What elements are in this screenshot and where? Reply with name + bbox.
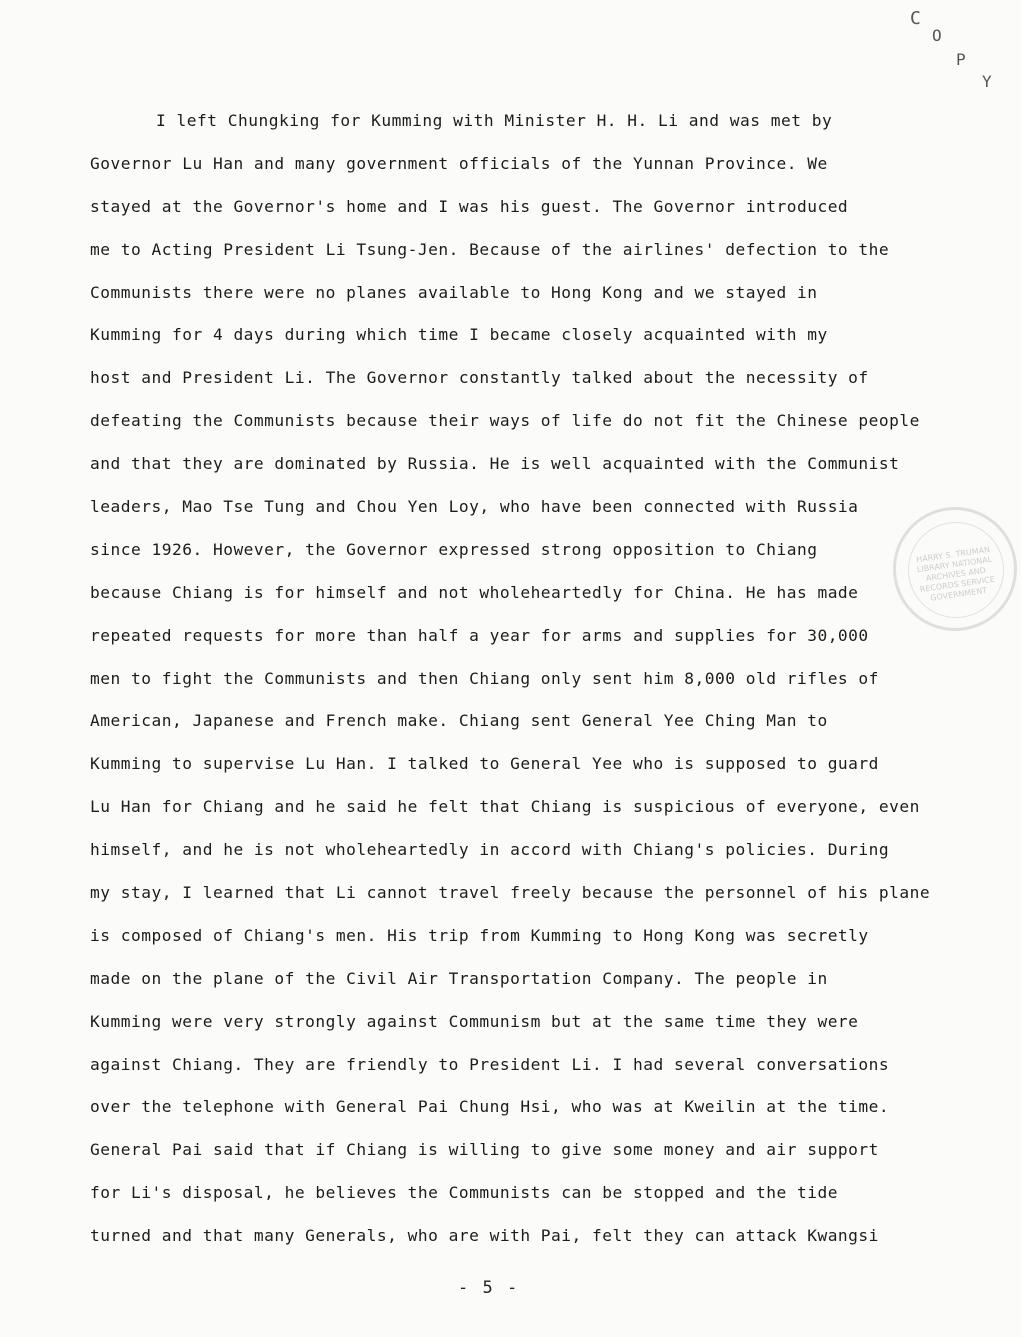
archive-stamp [893, 507, 1017, 631]
text-line: Kumming to supervise Lu Han. I talked to General Yee who is supposed to guard [90, 754, 879, 774]
text-line: I left Chungking for Kumming with Minister H. H. Li and was met by [156, 111, 833, 130]
text-line: leaders, Mao Tse Tung and Chou Yen Loy, who have been connected with Russia [90, 497, 859, 517]
text-line: against Chiang. They are friendly to President Li. I had several conversations [90, 1054, 890, 1074]
text-line: Communists there were no planes available to Hong Kong and we stayed in [90, 282, 818, 302]
copy-mark-y: Y [982, 72, 992, 91]
text-line: defeating the Communists because their ways of life do not fit the Chinese people [90, 411, 920, 431]
text-line: my stay, I learned that Li cannot travel freely because the personnel of his plane [90, 883, 931, 903]
text-line: host and President Li. The Governor constantly talked about the necessity of [90, 368, 869, 388]
text-line: since 1926. However, the Governor expressed strong opposition to Chiang [90, 539, 818, 559]
text-line: made on the plane of the Civil Air Transportation Company. The people in [90, 968, 828, 988]
text-line: Governor Lu Han and many government officials of the Yunnan Province. We [90, 153, 828, 173]
text-line: Lu Han for Chiang and he said he felt that Chiang is suspicious of everyone, even [90, 797, 920, 817]
text-line: repeated requests for more than half a year for arms and supplies for 30,000 [90, 625, 869, 645]
text-line: and that they are dominated by Russia. He is well acquainted with the Communist [90, 454, 900, 474]
copy-mark-o: O [932, 26, 942, 45]
archive-stamp-text: HARRY S. TRUMAN LIBRARY NATIONAL ARCHIVES AND RECORDS SERVICE GOVERNMENT [915, 545, 996, 603]
copy-mark-p: P [956, 50, 966, 69]
text-line: Kumming were very strongly against Communism but at the same time they were [90, 1011, 859, 1031]
text-line: General Pai said that if Chiang is willing to give some money and air support [90, 1140, 879, 1160]
text-line: men to fight the Communists and then Chiang only sent him 8,000 old rifles of [90, 668, 879, 688]
text-line: Kumming for 4 days during which time I became closely acquainted with my [90, 325, 828, 345]
text-line: stayed at the Governor's home and I was his guest. The Governor introduced [90, 196, 849, 216]
text-line: American, Japanese and French make. Chiang sent General Yee Ching Man to [90, 711, 828, 731]
copy-mark-c: C [910, 8, 921, 29]
text-line: turned and that many Generals, who are with Pai, felt they can attack Kwangsi [90, 1226, 879, 1246]
text-line: himself, and he is not wholeheartedly in accord with Chiang's policies. During [90, 840, 890, 860]
text-line: for Li's disposal, he believes the Communists can be stopped and the tide [90, 1183, 838, 1203]
text-line: me to Acting President Li Tsung-Jen. Because of the airlines' defection to the [90, 239, 890, 259]
text-line: over the telephone with General Pai Chung Hsi, who was at Kweilin at the time. [90, 1097, 890, 1117]
page-number: - 5 - [458, 1278, 520, 1298]
text-line: because Chiang is for himself and not wholeheartedly for China. He has made [90, 582, 859, 602]
body-text [90, 106, 950, 1264]
text-line: is composed of Chiang's men. His trip from Kumming to Hong Kong was secretly [90, 925, 869, 945]
